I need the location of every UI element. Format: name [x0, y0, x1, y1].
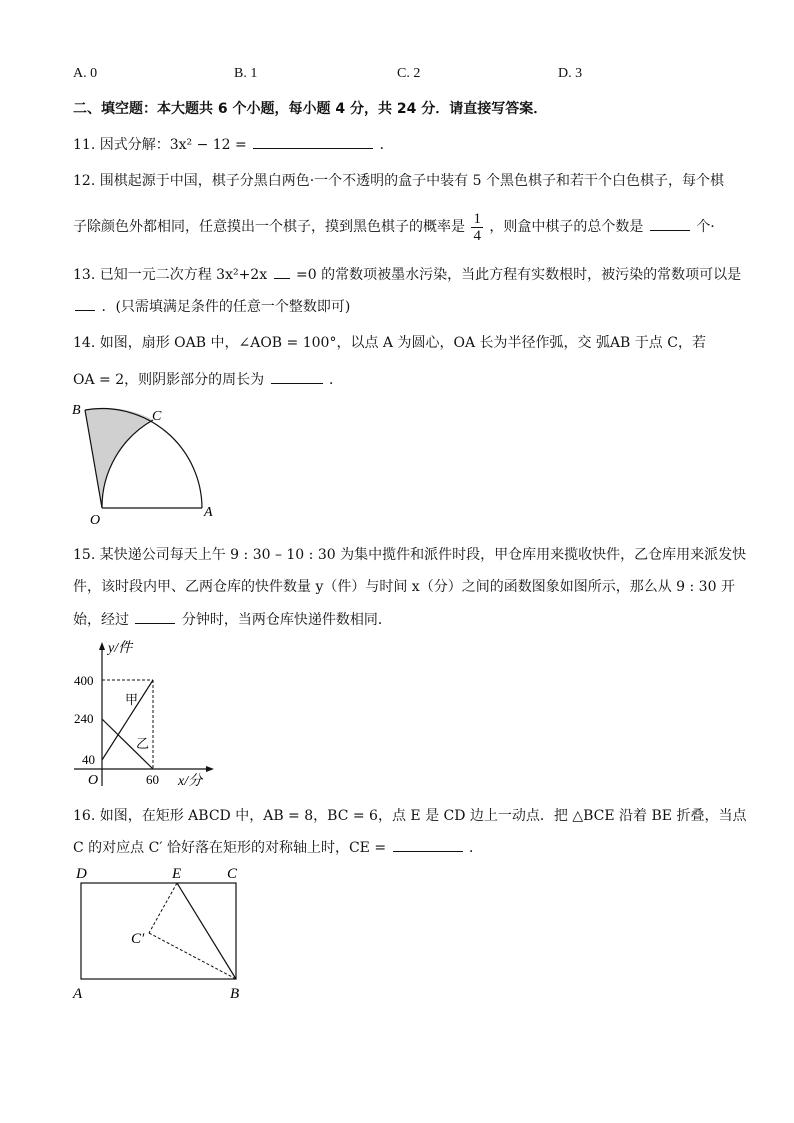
option-c: C. 2: [397, 66, 421, 81]
quantity-time-graph: [70, 638, 220, 790]
tick-400: 400: [74, 673, 94, 688]
section-heading: 二、填空题：本大题共 6 个小题，每小题 4 分，共 24 分．请直接写答案．: [73, 101, 548, 117]
q12-line2: [73, 210, 715, 244]
q15-text-b: 分钟时，当两仓库快递件数相同．: [181, 612, 392, 628]
q11-end: ．: [379, 137, 394, 153]
q15-text-a: 始，经过: [73, 612, 129, 628]
q12-line1: 12. 围棋起源于中国，棋子分黑白两色·一个不透明的盒子中装有 5 个黑色棋子和若干个白色棋子，每个棋: [73, 173, 724, 189]
q12-text-b: ，则盒中棋子的总个数是: [489, 219, 644, 235]
origin-label: O: [88, 773, 99, 788]
label-b: B: [230, 986, 240, 1002]
q15-line1: 15. 某快递公司每天上午 9 : 30 – 10 : 30 为集中揽件和派件时段，甲仓库用来揽收快件，乙仓库用来派发快: [73, 547, 747, 563]
label-b: B: [72, 403, 81, 418]
shaded-region: [85, 408, 153, 508]
fraction-numerator: 1: [473, 210, 481, 227]
q13-stain-blank: [274, 264, 290, 279]
y-axis-arrow: [99, 642, 105, 650]
x-axis-arrow: [206, 766, 214, 772]
label-c: C: [227, 866, 238, 882]
q12-answer-blank: [650, 216, 690, 231]
y-axis-label: y/件: [108, 641, 133, 656]
q13-line1: [73, 264, 741, 285]
q11-answer-blank: [253, 134, 373, 149]
q14-line2: [73, 369, 343, 390]
probability-fraction: [471, 211, 483, 244]
q13-answer-blank: [75, 296, 95, 311]
q16-answer-blank: [393, 837, 463, 852]
q14-line1: 14. 如图，扇形 OAB 中，∠AOB = 100°，以点 A 为圆心，OA 长为半径作弧，交 弧AB 于点 C，若: [73, 335, 706, 351]
label-o: O: [90, 513, 101, 528]
q13-line2: [73, 296, 350, 317]
label-a: A: [73, 986, 83, 1002]
q14-answer-blank: [271, 369, 323, 384]
label-c-prime: C′: [131, 931, 145, 947]
question-11: [73, 134, 394, 155]
tick-60: 60: [146, 772, 159, 787]
label-d: D: [76, 866, 87, 882]
q13-text-a: 13. 已知一元二次方程 3x²+2x: [73, 267, 268, 283]
label-a: A: [204, 505, 213, 520]
tick-240: 240: [74, 711, 94, 726]
q16-line2: [73, 837, 483, 858]
q16-text-a: C 的对应点 C′ 恰好落在矩形的对称轴上时，CE =: [73, 840, 387, 856]
dash-ec-prime: [149, 883, 177, 933]
q11-text: 11. 因式分解：3x² − 12 =: [73, 137, 247, 153]
q13-text-b: =0 的常数项被墨水污染，当此方程有实数根时，被污染的常数项可以是: [296, 267, 742, 283]
option-b: B. 1: [234, 66, 258, 81]
q15-line3: [73, 609, 392, 630]
tick-40: 40: [82, 752, 95, 767]
q16-text-b: ．: [468, 840, 483, 856]
q12-text-c: 个·: [696, 219, 715, 235]
rectangle-abcd: [81, 883, 236, 979]
q14-text-b: ．: [329, 372, 344, 388]
label-c: C: [152, 409, 162, 424]
x-axis-label: x/分: [178, 774, 203, 789]
q12-text-a: 子除颜色外都相同，任意摸出一个棋子，摸到黑色棋子的概率是: [73, 219, 465, 235]
q15-line2: 件，该时段内甲、乙两仓库的快件数量 y（件）与时间 x（分）之间的函数图象如图所示，那么从 9 : 30 开: [73, 579, 735, 595]
label-e: E: [172, 866, 182, 882]
q13-text-c: ．(只需填满足条件的任意一个整数即可): [101, 299, 351, 315]
q15-answer-blank: [135, 609, 175, 624]
dash-c-prime-b: [149, 933, 236, 979]
q16-line1: 16. 如图，在矩形 ABCD 中，AB = 8，BC = 6，点 E 是 CD 边上一动点．把 △BCE 沿着 BE 折叠，当点: [73, 808, 747, 824]
label-yi: 乙: [136, 736, 150, 751]
fold-line-be: [177, 883, 236, 979]
q14-text-a: OA = 2，则阴影部分的周长为: [73, 372, 265, 388]
sector-figure: [70, 398, 220, 528]
label-jia: 甲: [125, 692, 139, 707]
option-a: A. 0: [73, 66, 98, 81]
fraction-denominator: 4: [473, 227, 481, 244]
rectangle-figure: [70, 862, 250, 1004]
option-d: D. 3: [558, 66, 583, 81]
